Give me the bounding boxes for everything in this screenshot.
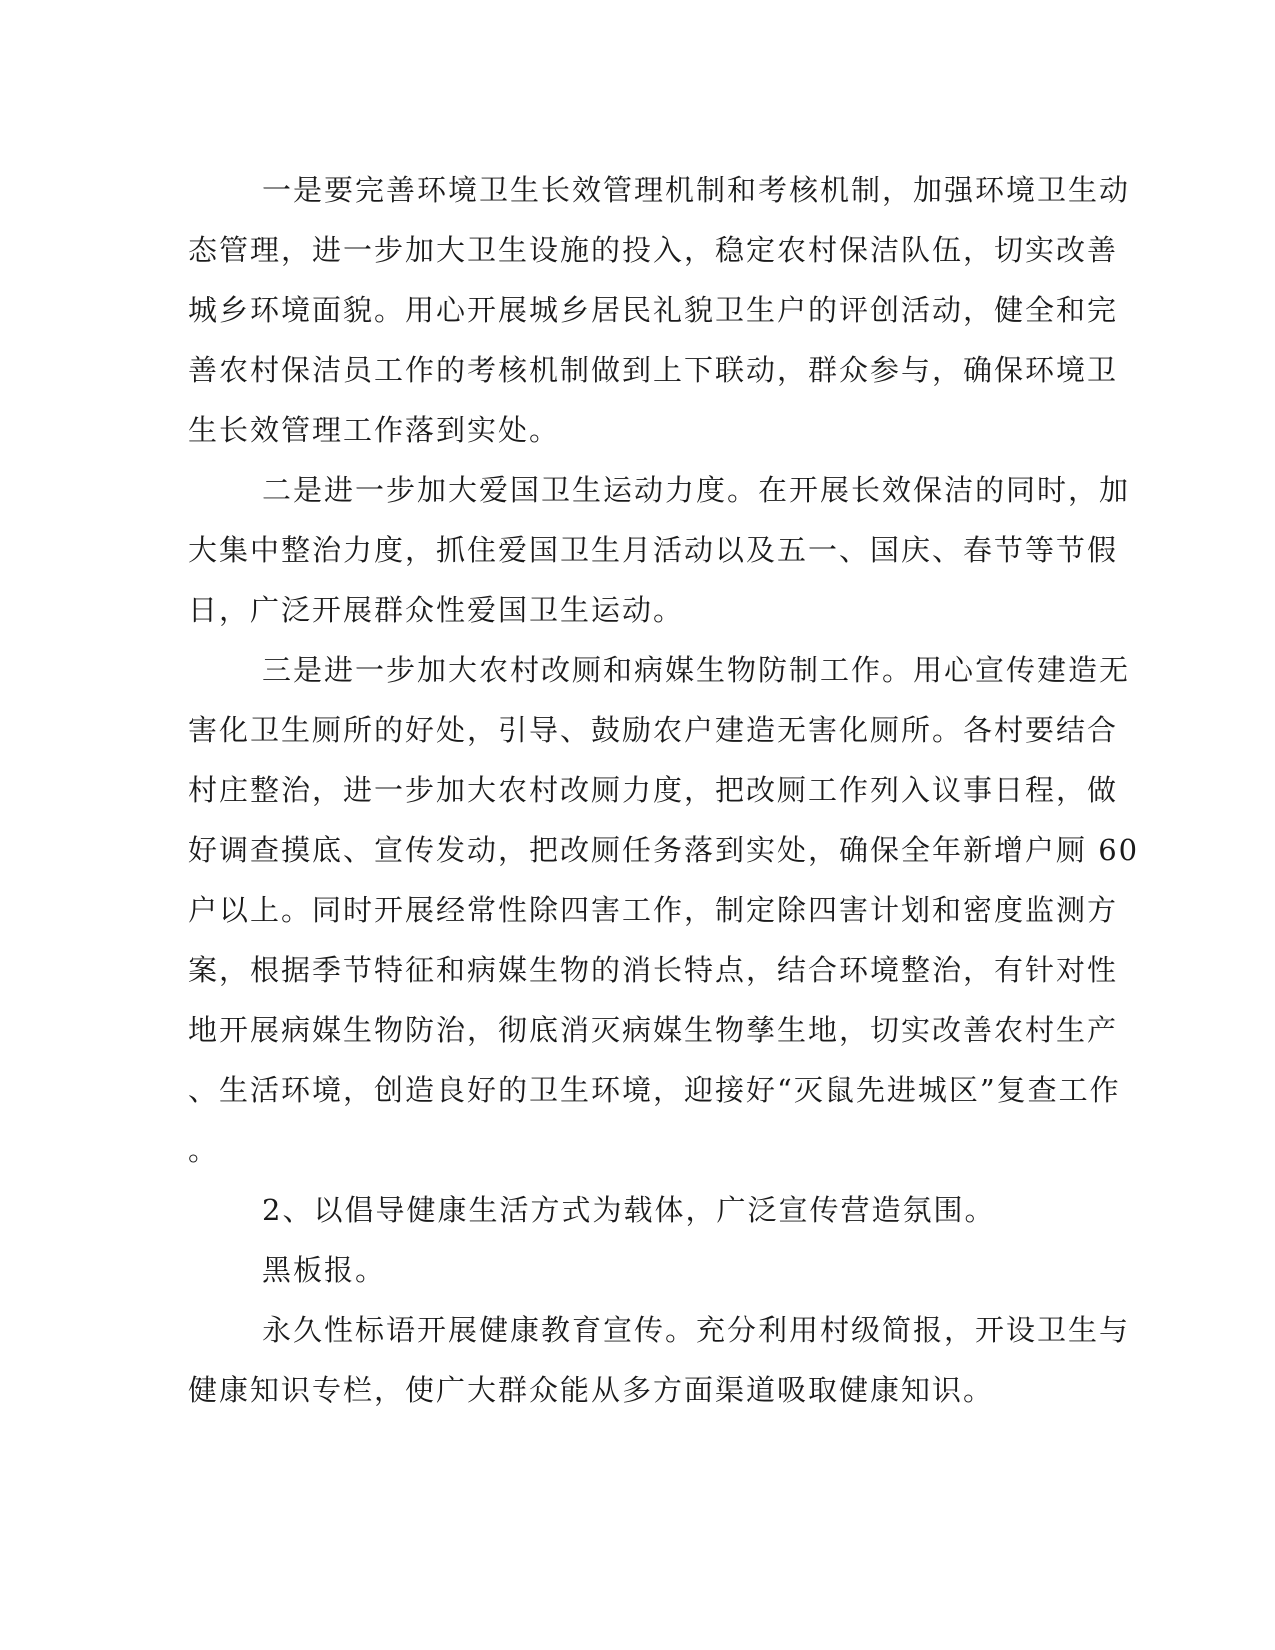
text-line: 生长效管理工作落到实处。 — [188, 413, 561, 447]
text-line: 日，广泛开展群众性爱国卫生运动。 — [188, 593, 685, 627]
text-line: 态管理，进一步加大卫生设施的投入，稳定农村保洁队伍，切实改善 — [188, 233, 1119, 267]
text-line: 一是要完善环境卫生长效管理机制和考核机制，加强环境卫生动 — [262, 173, 1131, 207]
text-line: 、生活环境，创造良好的卫生环境，迎接好“灭鼠先进城区”复查工作 — [188, 1073, 1121, 1107]
text-line: 健康知识专栏，使广大群众能从多方面渠道吸取健康知识。 — [188, 1373, 995, 1407]
text-line: 城乡环境面貌。用心开展城乡居民礼貌卫生户的评创活动，健全和完 — [188, 293, 1119, 327]
text-line: 二是进一步加大爱国卫生运动力度。在开展长效保洁的同时，加 — [262, 473, 1131, 507]
document-body — [188, 160, 1140, 1420]
text-line: 案，根据季节特征和病媒生物的消长特点，结合环境整治，有针对性 — [188, 953, 1119, 987]
text-line: 三是进一步加大农村改厕和病媒生物防制工作。用心宣传建造无 — [262, 653, 1131, 687]
text-line: 害化卫生厕所的好处，引导、鼓励农户建造无害化厕所。各村要结合 — [188, 713, 1119, 747]
text-line: 地开展病媒生物防治，彻底消灭病媒生物孳生地，切实改善农村生产 — [188, 1013, 1119, 1047]
text-line: 永久性标语开展健康教育宣传。充分利用村级简报，开设卫生与 — [262, 1313, 1131, 1347]
text-line: 大集中整治力度，抓住爱国卫生月活动以及五一、国庆、春节等节假 — [188, 533, 1119, 567]
text-line: 户以上。同时开展经常性除四害工作，制定除四害计划和密度监测方 — [188, 893, 1119, 927]
text-line: 好调查摸底、宣传发动，把改厕任务落到实处，确保全年新增户厕 60 — [188, 833, 1140, 867]
text-line: 善农村保洁员工作的考核机制做到上下联动，群众参与，确保环境卫 — [188, 353, 1119, 387]
text-line: 。 — [188, 1133, 220, 1167]
text-line: 村庄整治，进一步加大农村改厕力度，把改厕工作列入议事日程，做 — [188, 773, 1119, 807]
text-line: 黑板报。 — [262, 1253, 387, 1287]
section-heading: 2、以倡导健康生活方式为载体，广泛宣传营造氛围。 — [262, 1193, 996, 1227]
